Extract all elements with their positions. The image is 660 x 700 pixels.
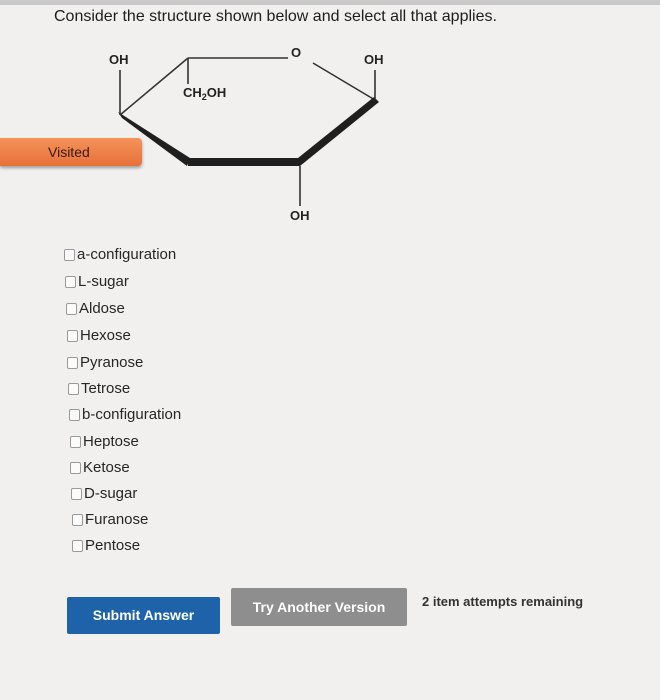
- visited-badge: Visited: [0, 138, 142, 166]
- option-label: L-sugar: [78, 273, 129, 290]
- option-label: Pyranose: [80, 354, 144, 371]
- option-tetrose[interactable]: [68, 380, 130, 397]
- option-ketose[interactable]: [70, 459, 130, 476]
- option-pyranose[interactable]: [67, 354, 143, 371]
- try-another-version-button[interactable]: Try Another Version: [231, 588, 407, 626]
- option-l-sugar[interactable]: [65, 273, 129, 290]
- checkbox[interactable]: [71, 488, 82, 500]
- option-heptose[interactable]: [70, 433, 139, 450]
- checkbox[interactable]: [68, 383, 79, 395]
- checkbox[interactable]: [64, 249, 75, 261]
- option-label: Heptose: [83, 433, 139, 450]
- top-bar: [0, 0, 660, 5]
- option-a-configuration[interactable]: [64, 246, 176, 263]
- checkbox[interactable]: [66, 303, 77, 315]
- option-label: Tetrose: [81, 380, 131, 397]
- question-text: Consider the structure shown below and select all that applies.: [54, 8, 497, 25]
- submit-answer-button[interactable]: Submit Answer: [67, 597, 220, 634]
- checkbox[interactable]: [67, 357, 78, 369]
- option-label: Ketose: [83, 459, 130, 476]
- checkbox[interactable]: [70, 436, 81, 448]
- option-label: Aldose: [79, 300, 125, 317]
- option-furanose[interactable]: [72, 511, 148, 528]
- option-label: D-sugar: [84, 485, 138, 502]
- ring-oxygen-label: O: [291, 45, 302, 60]
- option-label: a-configuration: [77, 246, 177, 263]
- attempts-remaining-text: 2 item attempts remaining: [422, 594, 584, 609]
- ch2oh-label: $CH_2OH$: [183, 85, 227, 102]
- haworth-structure: [100, 40, 420, 230]
- option-d-sugar[interactable]: [71, 485, 137, 502]
- checkbox[interactable]: [65, 276, 76, 288]
- option-b-configuration[interactable]: [69, 406, 181, 423]
- checkbox[interactable]: [67, 330, 78, 342]
- oh-top-left-label: OH: [109, 52, 129, 67]
- option-hexose[interactable]: [67, 327, 131, 344]
- option-label: b-configuration: [82, 406, 182, 423]
- option-label: Hexose: [80, 327, 131, 344]
- checkbox[interactable]: [70, 462, 81, 474]
- oh-bottom-label: OH: [290, 208, 310, 223]
- oh-top-right-label: OH: [364, 52, 384, 67]
- checkbox[interactable]: [72, 540, 83, 552]
- checkbox[interactable]: [72, 514, 83, 526]
- option-label: Furanose: [85, 511, 149, 528]
- option-aldose[interactable]: [66, 300, 125, 317]
- option-pentose[interactable]: [72, 537, 140, 554]
- checkbox[interactable]: [69, 409, 80, 421]
- option-label: Pentose: [85, 537, 141, 554]
